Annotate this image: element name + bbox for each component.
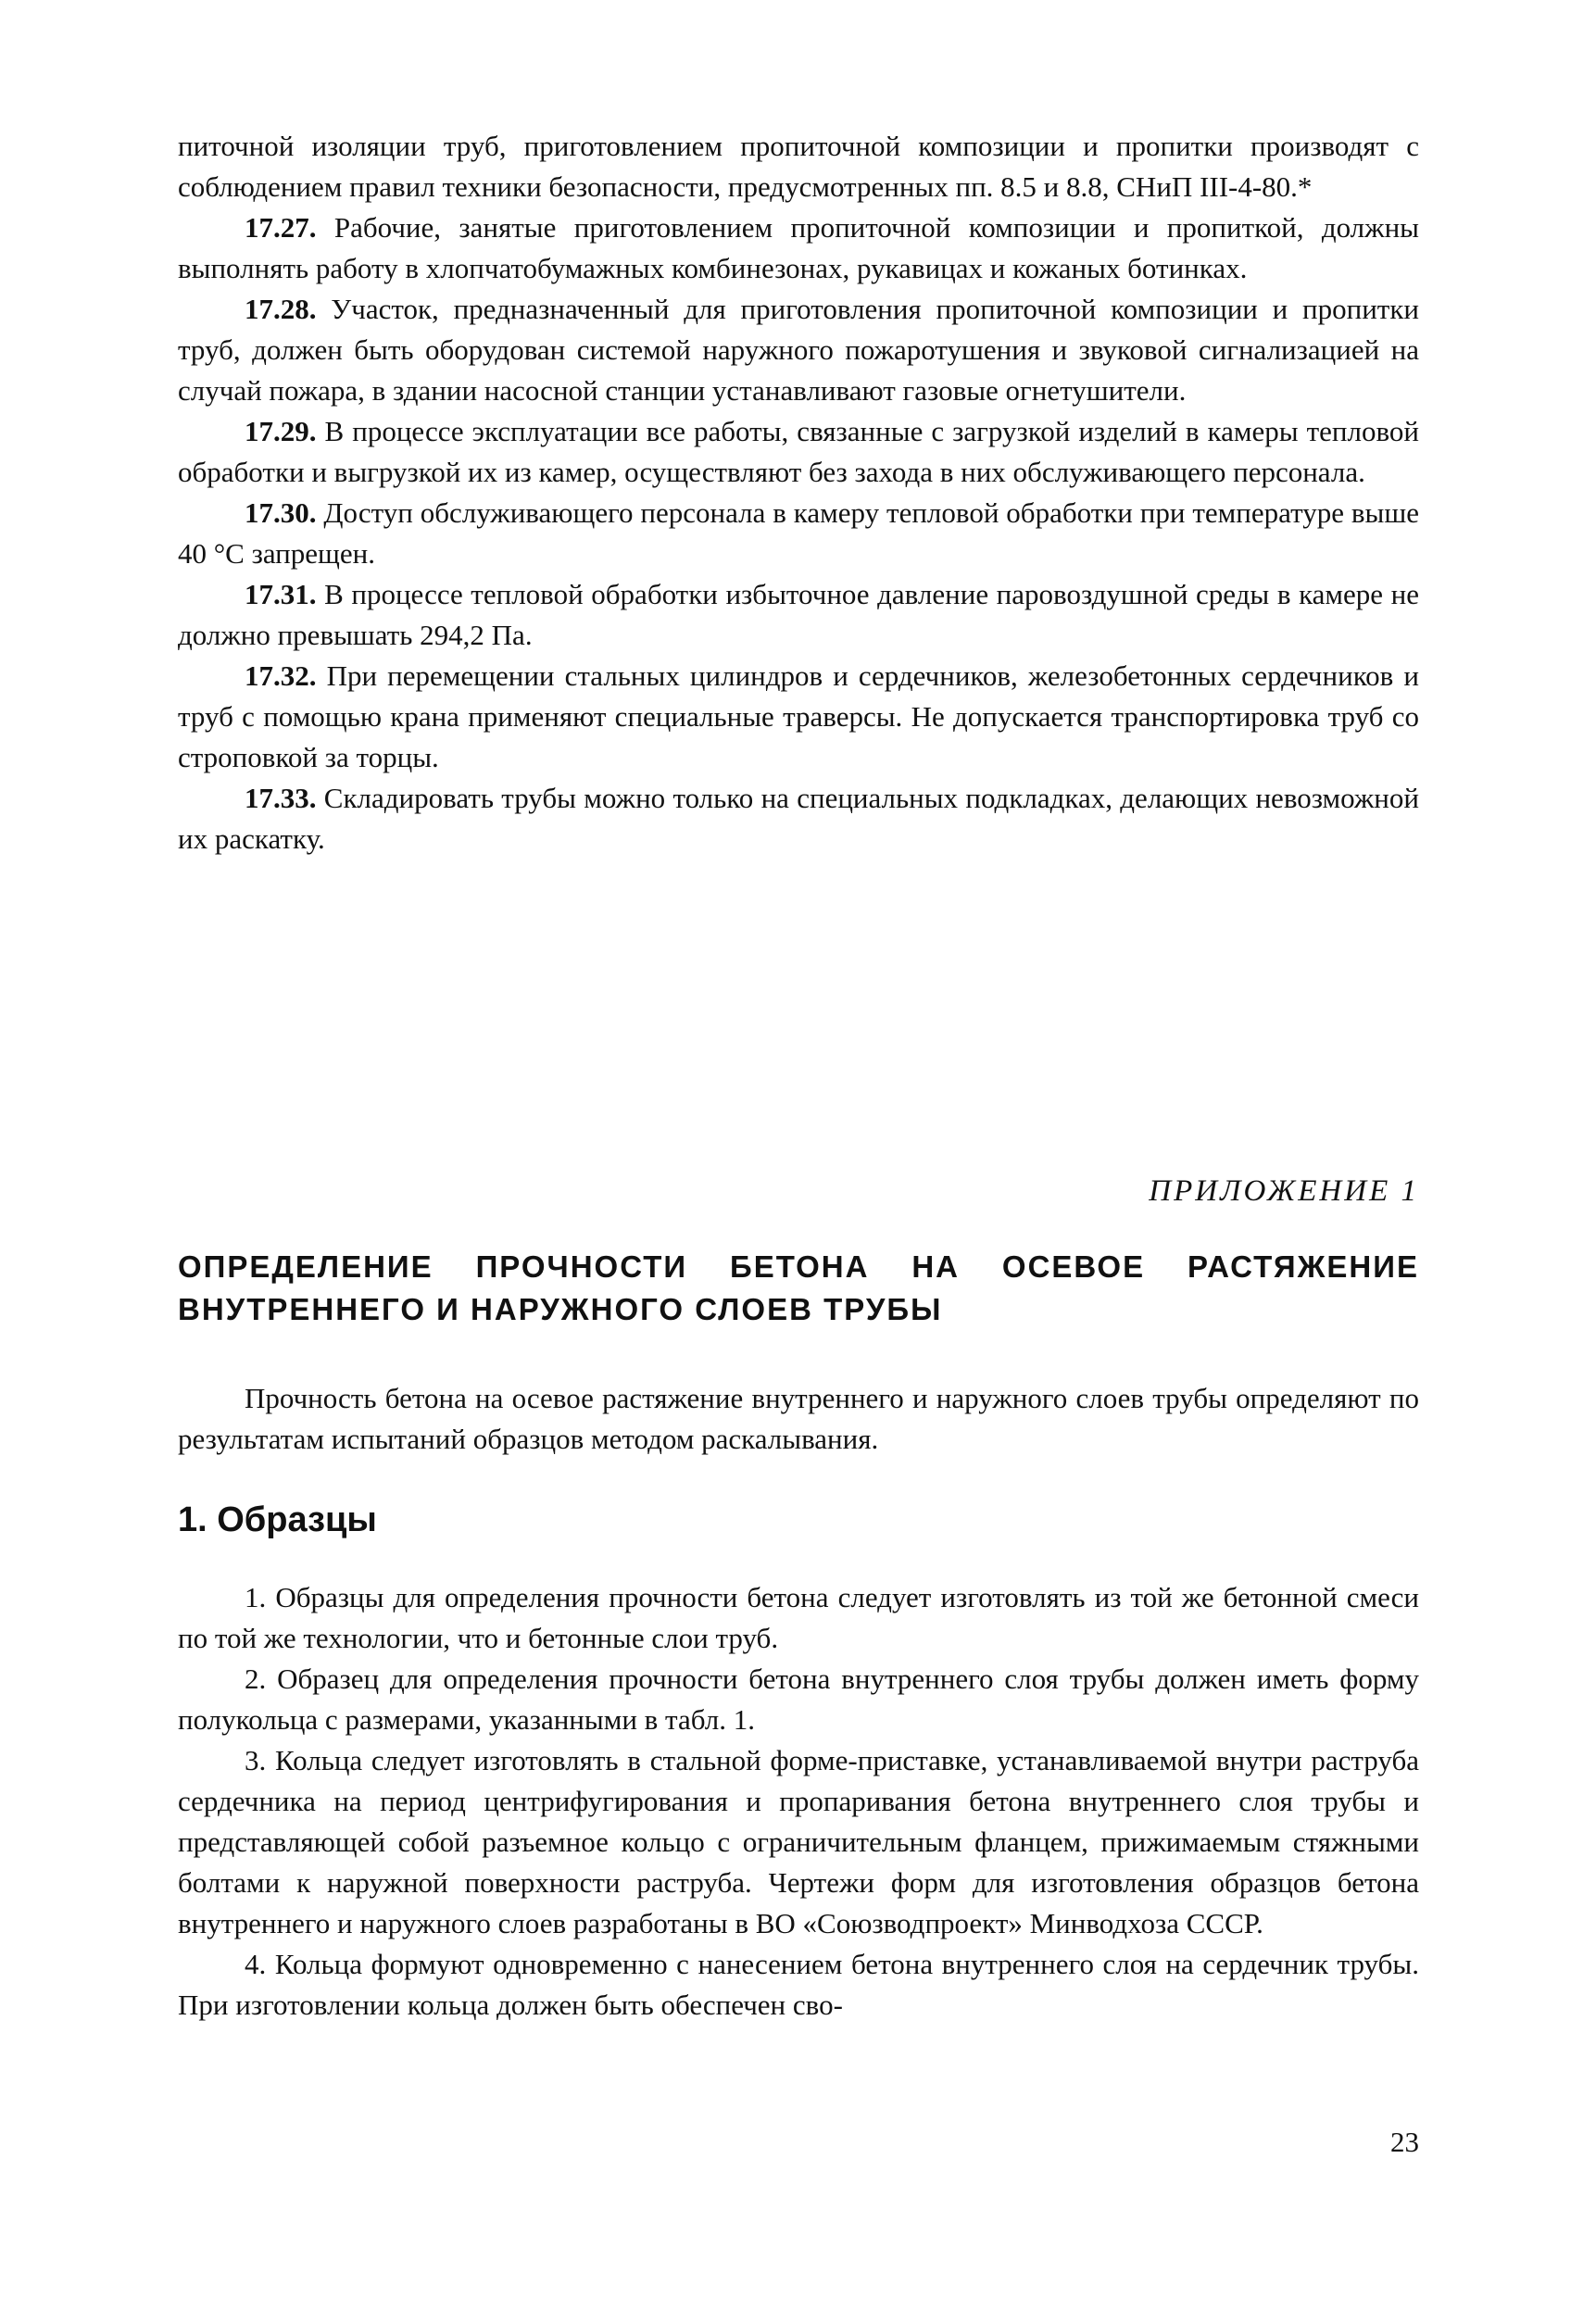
specimen-item-3: 3. Кольца следует изготовлять в стальной форме-приставке, устанавливаемой внутри раструба сердечника на период центрифугирования и пропаривания бетона внутреннего слоя трубы и представляющей собой разъемное кольцо с ограничительным фланцем, прижимаемым стяжными болтами к наружной поверхности раструба. Чертежи форм для изготовления образцов бетона внутреннего и наружного слоев разработаны в ВО «Союзводпроект» Минводхоза СССР. <box>178 1744 1419 1939</box>
clause-17-27 <box>178 207 1419 289</box>
specimens-items-block <box>178 1577 1419 2026</box>
clause-text: При перемещении стальных цилиндров и сердечников, железобетонных сердечников и труб с помощью крана применяют специальные траверсы. Не допускается транспортировка труб со строповкой за торцы. <box>178 659 1419 773</box>
clause-text: В процессе эксплуатации все работы, связанные с загрузкой изделий в камеры тепловой обработки и выгрузкой их из камер, осуществляют без захода в них обслуживающего персонала. <box>178 415 1419 488</box>
clause-text: В процессе тепловой обработки избыточное давление паровоздушной среды в камере не должно превышать 294,2 Па. <box>178 578 1419 651</box>
specimen-item-4: 4. Кольца формуют одновременно с нанесением бетона внутреннего слоя на сердечник трубы. При изготовлении кольца должен быть обеспечен сво- <box>178 1948 1419 2021</box>
appendix-title-line-2: ВНУТРЕННЕГО И НАРУЖНОГО СЛОЕВ ТРУБЫ <box>178 1292 943 1326</box>
clause-text: Участок, предназначенный для приготовления пропиточной композиции и пропитки труб, должен быть оборудован системой наружного пожаротушения и звуковой сигнализацией на случай пожара, в здании насосной станции устанавливают газовые огнетушители. <box>178 293 1419 407</box>
appendix-label: ПРИЛОЖЕНИЕ 1 <box>1149 1174 1419 1208</box>
continuation-paragraph: питочной изоляции труб, приготовлением пропиточной композиции и пропитки производят с соблюдением правил техники безопасности, предусмотренных пп. 8.5 и 8.8, СНиП III-4-80.* <box>178 130 1419 203</box>
specimen-item-2: 2. Образец для определения прочности бетона внутреннего слоя трубы должен иметь форму полукольца с размерами, указанными в табл. 1. <box>178 1663 1419 1736</box>
clause-17-33 <box>178 778 1419 860</box>
clause-17-32 <box>178 656 1419 778</box>
clause-text: Рабочие, занятые приготовлением пропиточной композиции и пропиткой, должны выполнять работу в хлопчатобумажных комбинезонах, рукавицах и кожаных ботинках. <box>178 211 1419 284</box>
clause-17-31 <box>178 574 1419 656</box>
clause-text: Доступ обслуживающего персонала в камеру тепловой обработки при температуре выше 40 °С запрещен. <box>178 496 1419 570</box>
clause-number: 17.32. <box>245 659 317 692</box>
appendix-title <box>178 1246 1419 1331</box>
safety-clauses-block <box>178 126 1419 860</box>
clause-17-29 <box>178 411 1419 493</box>
clause-text: Складировать трубы можно только на специальных подкладках, делающих невозможной их раскатку. <box>178 782 1419 855</box>
section-heading: 1. Образцы <box>178 1500 377 1539</box>
clause-number: 17.30. <box>245 496 317 529</box>
page-number: 23 <box>1390 2126 1419 2158</box>
clause-17-30 <box>178 493 1419 574</box>
clause-17-28 <box>178 289 1419 411</box>
appendix-intro-block <box>178 1378 1419 1460</box>
clause-number: 17.29. <box>245 415 317 447</box>
appendix-title-line-1: ОПРЕДЕЛЕНИЕ ПРОЧНОСТИ БЕТОНА НА ОСЕВОЕ РАСТЯЖЕНИЕ <box>178 1249 1419 1284</box>
appendix-intro-paragraph: Прочность бетона на осевое растяжение внутреннего и наружного слоев трубы определяют по результатам испытаний образцов методом раскалывания. <box>178 1382 1419 1455</box>
clause-number: 17.27. <box>245 211 317 244</box>
clause-number: 17.31. <box>245 578 317 610</box>
specimen-item-1: 1. Образцы для определения прочности бетона следует изготовлять из той же бетонной смеси по той же технологии, что и бетонные слои труб. <box>178 1581 1419 1654</box>
clause-number: 17.33. <box>245 782 317 814</box>
clause-number: 17.28. <box>245 293 317 325</box>
